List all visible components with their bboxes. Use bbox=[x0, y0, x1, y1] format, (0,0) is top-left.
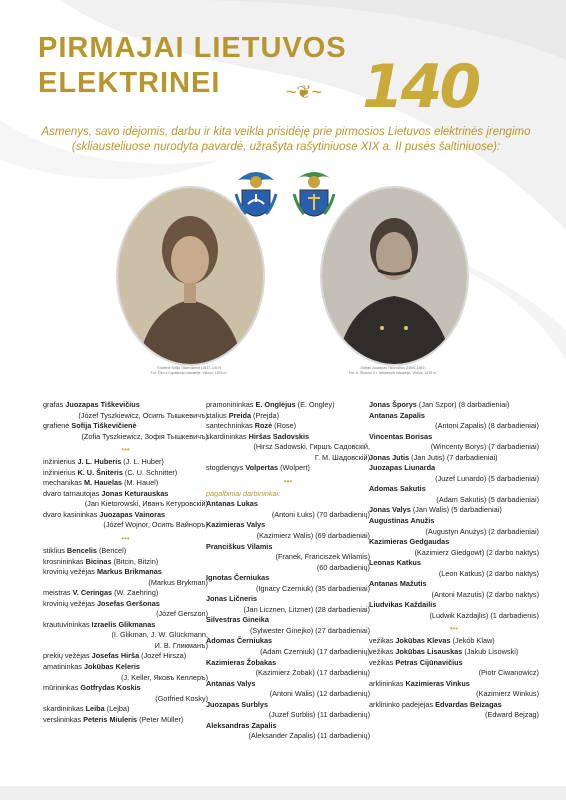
person-note: (M. Hauel) bbox=[122, 478, 159, 488]
person-entry bbox=[369, 658, 539, 669]
person-name: Jokūbas Lisauskas bbox=[395, 647, 463, 657]
name-variant: (Antoni Zapalis) (8 darbadieniai) bbox=[435, 421, 539, 431]
coat-of-arms-right-icon bbox=[292, 168, 336, 226]
person-entry bbox=[369, 484, 539, 495]
person-role: pramonininkas bbox=[206, 400, 256, 409]
person-name: Antanas Valys bbox=[206, 678, 256, 688]
person-role: inžinierius bbox=[43, 467, 78, 477]
name-variant: (Ignacy Czerniuk) (35 darbadieniai) bbox=[256, 583, 370, 593]
person-name: Hiršas Sadovskis bbox=[248, 431, 310, 441]
person-entry bbox=[206, 520, 370, 531]
person-name: J. L. Huberis bbox=[77, 457, 122, 467]
name-variant: (Wincenty Borys) (7 darbadieniai) bbox=[430, 442, 539, 452]
name-variant: (Aleksander Zapalis) (11 darbadienių) bbox=[248, 731, 370, 741]
portrait-sofija bbox=[116, 186, 265, 366]
person-entry bbox=[369, 411, 539, 422]
person-entry bbox=[206, 700, 370, 711]
person-note: (Lejba) bbox=[104, 704, 130, 714]
person-entry bbox=[369, 537, 539, 548]
person-entry bbox=[369, 453, 539, 464]
name-variant: (Juzef Surblis) (11 darbadienių) bbox=[268, 710, 370, 720]
person-entry bbox=[43, 683, 208, 694]
title-line-1: PIRMAJAI LIETUVOS bbox=[38, 32, 347, 64]
person-note: (Rose) bbox=[272, 421, 297, 431]
person-role: verslininkas bbox=[43, 714, 84, 724]
person-name: Izraelis Glikmanas bbox=[91, 619, 156, 629]
person-entry bbox=[43, 704, 208, 715]
person-role: krosnininkas bbox=[43, 556, 86, 566]
separator-dots: ••• bbox=[121, 445, 130, 455]
person-name: Jonas Keturauskas bbox=[101, 488, 169, 498]
person-entry bbox=[206, 679, 370, 690]
person-note: (Jakub Lisowski) bbox=[462, 647, 519, 657]
person-entry bbox=[206, 421, 370, 432]
person-entry bbox=[369, 558, 539, 569]
person-entry bbox=[369, 463, 539, 474]
person-note: (E. Ongley) bbox=[295, 400, 335, 409]
person-note: (J. L. Huber) bbox=[121, 457, 164, 467]
person-entry bbox=[206, 658, 370, 669]
person-name: Gotfrydas Koskis bbox=[80, 683, 141, 693]
caption-right-line-2: Fot. A. Štrauso ir I. Abramovič fotoatelje. Vilnius, 1876 m. bbox=[348, 371, 438, 375]
person-role: stalius bbox=[206, 410, 229, 420]
person-note: (Prejda) bbox=[251, 410, 280, 420]
name-variant: (Franek, Franciszek Wilamis) bbox=[275, 552, 370, 562]
person-name: Leonas Katkus bbox=[369, 558, 421, 568]
person-role: amatininkas bbox=[43, 662, 84, 672]
person-role: arklininko padėjėjas bbox=[369, 699, 436, 709]
person-entry bbox=[369, 516, 539, 527]
separator-dots: ••• bbox=[121, 534, 130, 544]
person-name: Adomas Sakutis bbox=[369, 484, 426, 494]
person-name: Rozė bbox=[254, 421, 273, 431]
name-variant: (Edward Bejzag) bbox=[485, 710, 539, 720]
person-entry bbox=[369, 700, 539, 711]
title-line-2: ELEKTRINEI bbox=[38, 67, 221, 99]
person-name: Aleksandras Zapalis bbox=[206, 720, 277, 730]
person-entry bbox=[43, 715, 208, 726]
person-role: dvaro tarnautojas bbox=[43, 488, 102, 498]
person-note: (C. U. Schnitter) bbox=[122, 467, 178, 477]
name-variant: (Hirsz Sadowski, Гиршъ Садовскій, bbox=[253, 442, 370, 452]
person-role: santechninkas bbox=[206, 421, 255, 431]
person-entry bbox=[369, 400, 539, 411]
person-entry bbox=[43, 557, 208, 568]
person-name: M. Hauelas bbox=[83, 478, 123, 488]
person-entry bbox=[43, 468, 208, 479]
name-variant: (Ludwik Każdajlis) (1 darbadienis) bbox=[429, 610, 539, 620]
person-role: vežikas bbox=[369, 636, 396, 646]
person-name: Ignotas Černiukas bbox=[206, 573, 270, 583]
person-role: mechanikas bbox=[43, 478, 84, 488]
person-name: Bicinas bbox=[85, 556, 112, 566]
person-note: (Wolpert) bbox=[278, 463, 310, 473]
anniversary-number: 140 bbox=[362, 52, 479, 122]
person-entry bbox=[43, 478, 208, 489]
person-role: meistras bbox=[43, 588, 73, 598]
person-entry bbox=[43, 651, 208, 662]
person-name: K. U. Šniteris bbox=[77, 467, 123, 477]
name-variant: Г. М. Шадовскій) bbox=[314, 452, 370, 462]
person-note: (Jan Jutis) (7 darbadieniai) bbox=[409, 452, 498, 462]
person-entry bbox=[43, 400, 208, 411]
person-name: Peteris Miuleris bbox=[83, 714, 138, 724]
person-name: Kazimieras Valys bbox=[206, 520, 266, 530]
separator-dots: ••• bbox=[449, 624, 459, 634]
person-entry bbox=[43, 421, 208, 432]
person-note: (Jekób Klaw) bbox=[450, 636, 495, 646]
person-name: Silvestras Gineika bbox=[206, 615, 269, 625]
caption-left-line-2: Fot. Čižo ir Lopatinsko fotoatelje. Vilnius, 1876 m. bbox=[150, 371, 228, 375]
name-variant: И. В. Гликманъ) bbox=[154, 640, 208, 650]
person-entry bbox=[206, 499, 370, 510]
person-entry bbox=[43, 599, 208, 610]
person-role: vežikas bbox=[369, 647, 396, 657]
name-variant: (Augustyn Anużys) (2 darbadieniai) bbox=[425, 526, 539, 536]
person-entry bbox=[43, 567, 208, 578]
person-note: (Peter Müller) bbox=[137, 714, 184, 724]
name-variant: (Józef Wojnor, Осипъ Вайноръ) bbox=[103, 520, 208, 530]
person-role: grafas bbox=[43, 400, 66, 409]
person-name: Juozapas Vainoras bbox=[99, 509, 166, 519]
person-role: prekių vežėjas bbox=[43, 651, 92, 661]
person-note: (W. Zaehring) bbox=[112, 588, 159, 598]
person-entry bbox=[206, 615, 370, 626]
name-variant: (Józef Gerszon) bbox=[156, 609, 208, 619]
person-note: (Bencel) bbox=[96, 546, 127, 556]
person-name: V. Ceringas bbox=[72, 588, 113, 598]
person-entry bbox=[206, 411, 370, 422]
person-name: Antanas Zapalis bbox=[369, 410, 425, 420]
person-entry bbox=[43, 620, 208, 631]
person-entry bbox=[43, 510, 208, 521]
person-role: vežikas bbox=[369, 657, 396, 667]
person-name: E. Onglėjus bbox=[255, 400, 296, 409]
person-name: Sofija Tiškevičienė bbox=[71, 421, 137, 431]
name-variant: (Adam Czerniuk) (17 darbadienių) bbox=[260, 647, 370, 657]
person-entry bbox=[43, 489, 208, 500]
person-role: inžinierius bbox=[43, 457, 78, 467]
person-entry bbox=[369, 432, 539, 443]
person-role: arklininkas bbox=[369, 678, 406, 688]
person-name: Antanas Mažutis bbox=[369, 579, 427, 589]
name-variant: (Kazimierz Giedgowt) (2 darbo naktys) bbox=[414, 547, 539, 557]
person-name: Volpertas bbox=[245, 463, 279, 473]
person-name: Juozapas Surblys bbox=[206, 699, 269, 709]
person-name: Adomas Černiukas bbox=[206, 636, 273, 646]
person-name: Petras Cijūnavičius bbox=[395, 657, 463, 667]
name-variant: (Markus Brykman) bbox=[148, 577, 208, 587]
name-variant: (60 darbadienių) bbox=[316, 562, 370, 572]
person-name: Edvardas Beizagas bbox=[435, 699, 502, 709]
person-name: Vincentas Borisas bbox=[369, 431, 433, 441]
person-role: krovinių vežėjas bbox=[43, 567, 97, 577]
name-variant: (Jan Kietorowski, Иванъ Кетуровскій) bbox=[84, 499, 208, 509]
person-name: Kazimieras Gedgaudas bbox=[369, 537, 450, 547]
person-entry bbox=[369, 679, 539, 690]
person-entry bbox=[369, 579, 539, 590]
person-name: Leiba bbox=[85, 704, 105, 714]
person-name: Kazimieras Žobakas bbox=[206, 657, 277, 667]
name-variant: (Jan Licznen, Litzner) (28 darbadieniai) bbox=[243, 604, 370, 614]
person-name: Josefas Geršonas bbox=[96, 598, 160, 608]
person-note: (Jan Walis) (5 darbadieniai) bbox=[410, 505, 502, 515]
person-role: krovinių vežėjas bbox=[43, 598, 97, 608]
person-entry bbox=[369, 505, 539, 516]
person-name: Markus Brikmanas bbox=[96, 567, 162, 577]
name-variant: (Zofia Tyszkiewicz, Зофія Тышкевичъ) bbox=[81, 431, 208, 441]
name-variant: (Gotfried Kosky) bbox=[155, 693, 208, 703]
person-role: dvaro kasininkas bbox=[43, 509, 100, 519]
names-column-2 bbox=[206, 400, 370, 742]
person-name: Antanas Lukas bbox=[206, 499, 258, 509]
person-name: Juozapas Tiškevičius bbox=[65, 400, 140, 409]
person-name: Jonas Jutis bbox=[369, 452, 410, 462]
intro-text: Asmenys, savo idėjomis, darbu ir kita veikla prisidėję prie pirmosios Lietuvos elektrinės įrengimo (skliausteliuose nurodyta pavardė, užrašyta rašytiniuose XIX a. II pusės šaltiniuose): bbox=[41, 126, 531, 153]
person-entry bbox=[43, 457, 208, 468]
person-note: (Jan Szpor) (8 darbadieniai) bbox=[416, 400, 510, 409]
person-entry bbox=[43, 546, 208, 557]
person-entry bbox=[206, 594, 370, 605]
name-variant: (Sylwester Ginejko) (27 darbadieniai) bbox=[249, 625, 370, 635]
portrait-juozapas bbox=[320, 186, 469, 366]
section-heading: pagalbiniai darbininkai: bbox=[206, 488, 281, 498]
name-variant: (Kazimierz Walis) (69 darbadieniai) bbox=[256, 531, 370, 541]
person-entry bbox=[206, 636, 370, 647]
person-entry bbox=[206, 400, 370, 411]
person-entry bbox=[43, 662, 208, 673]
person-entry bbox=[206, 432, 370, 443]
separator-dots: ••• bbox=[283, 476, 293, 486]
title-ornament: ~❦~ bbox=[286, 82, 323, 102]
person-entry bbox=[206, 573, 370, 584]
person-name: Jokūbas Keleris bbox=[83, 662, 140, 672]
person-role: stogdengys bbox=[206, 463, 246, 473]
person-name: Jonas Ličneris bbox=[206, 594, 258, 604]
names-column-1 bbox=[43, 400, 208, 725]
person-entry bbox=[206, 721, 370, 732]
person-name: Jokūbas Klevas bbox=[395, 636, 451, 646]
name-variant: (Leon Katkus) (2 darbo naktys) bbox=[438, 568, 539, 578]
person-entry bbox=[369, 636, 539, 647]
names-column-3 bbox=[369, 400, 539, 721]
name-variant: (Piotr Ciwanowicz) bbox=[478, 668, 539, 678]
person-entry bbox=[369, 600, 539, 611]
portrait-right-caption bbox=[318, 366, 468, 376]
caption-left-line-1: Grafienė Sofija Tiškevičienė (1837–1919) bbox=[156, 366, 221, 370]
person-role: grafienė bbox=[43, 421, 72, 431]
name-variant: (I. Glikman, J. W. Glückmann, bbox=[111, 630, 208, 640]
person-name: Pranciškus Vilamis bbox=[206, 541, 273, 551]
person-entry bbox=[43, 588, 208, 599]
person-role: mūrininkas bbox=[43, 683, 81, 693]
caption-right-line-1: Grafas Juozapas Tiškevičius (1835–1891) bbox=[360, 366, 426, 370]
person-note: (Jozef Hirsza) bbox=[139, 651, 187, 661]
name-variant: (Antoni Mazutis) (2 darbo naktys) bbox=[431, 589, 539, 599]
person-name: Juozapas Liunarda bbox=[369, 463, 436, 473]
name-variant: (Józef Tyszkiewicz, Осипъ Тышкевичъ) bbox=[78, 410, 208, 420]
person-name: Liudvikas Každailis bbox=[369, 600, 437, 610]
person-role: krautuvininkas bbox=[43, 619, 92, 629]
name-variant: (Kazimierz Żobak) (17 darbadienių) bbox=[255, 668, 370, 678]
person-name: Augustinas Anužis bbox=[369, 516, 435, 526]
person-role: stiklius bbox=[43, 546, 67, 556]
name-variant: (Antoni Walis) (12 darbadienių) bbox=[269, 689, 370, 699]
name-variant: (Juzef Lunardo) (5 darbadieniai) bbox=[435, 473, 539, 483]
footer-bar bbox=[0, 786, 566, 800]
name-variant: (Kazimierz Winkus) bbox=[476, 689, 539, 699]
person-entry bbox=[206, 463, 370, 474]
name-variant: (Adam Sakutis) (5 darbadieniai) bbox=[436, 494, 539, 504]
name-variant: (J. Keller, Яковъ Келлеръ) bbox=[121, 672, 208, 682]
person-note: (Bitcin, Bitzin) bbox=[111, 556, 159, 566]
person-name: Bencelis bbox=[66, 546, 97, 556]
person-entry bbox=[206, 542, 370, 553]
person-name: Jonas Šporys bbox=[369, 400, 417, 409]
portrait-left-caption bbox=[114, 366, 264, 376]
person-name: Kazimieras Vinkus bbox=[405, 678, 470, 688]
person-name: Josefas Hirša bbox=[91, 651, 140, 661]
person-role: skardininkas bbox=[43, 704, 86, 714]
person-name: Preida bbox=[228, 410, 252, 420]
person-name: Jonas Valys bbox=[369, 505, 411, 515]
person-entry bbox=[369, 647, 539, 658]
person-role: skardininkas bbox=[206, 431, 249, 441]
name-variant: (Antoni Łuks) (70 darbadienių) bbox=[271, 509, 370, 519]
